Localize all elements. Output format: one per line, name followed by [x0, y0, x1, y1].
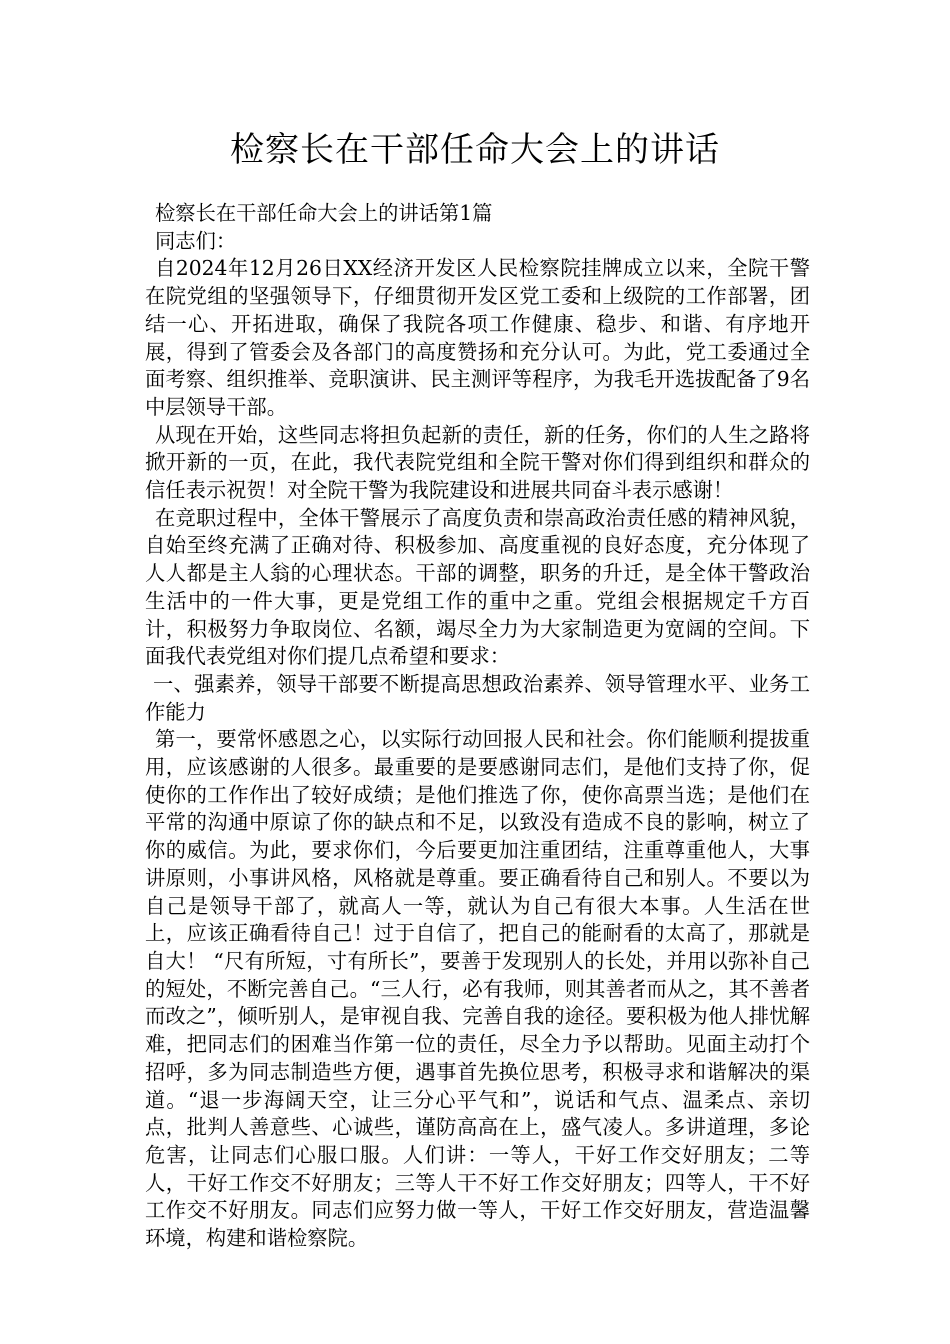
- paragraph: 第一，要常怀感恩之心，以实际行动回报人民和社会。你们能顺利提拔重用，应该感谢的人很多。最重要的是要感谢同志们，是他们支持了你，促使你的工作作出了较好成绩；是他们推选了你，使你高票当选；是他们在平常的沟通中原谅了你的缺点和不足，以致没有造成不良的影响，树立了你的威信。为此，要求你们，今后要更加注重团结，注重尊重他人，大事讲原则，小事讲风格，风格就是尊重。要正确看待自己和别人。不要以为自己是领导干部了，就高人一等，就认为自己有很大本事。人生活在世上，应该正确看待自己！过于自信了，把自己的能耐看的太高了，那就是自大！ “尺有所短，寸有所长”，要善于发现别人的长处，并用以弥补自己的短处，不断完善自己。“三人行，必有我师，则其善者而从之，其不善者而改之”，倾听别人，是审视自我、完善自我的途径。要积极为他人排忧解难，把同志们的困难当作第一位的责任，尽全力予以帮助。见面主动打个招呼，多为同志制造些方便，遇事首先换位思考，积极寻求和谐解决的渠道。“退一步海阔天空，让三分心平气和”，说话和气点、温柔点、亲切点，批判人善意些、心诚些，谨防高高在上，盛气凌人。多讲道理，多论危害，让同志们心服口服。人们讲：一等人，干好工作交好朋友；二等人，干好工作交不好朋友；三等人干不好工作交好朋友；四等人，干不好工作交不好朋友。同志们应努力做一等人，干好工作交好朋友，营造温馨环境，构建和谐检察院。: [145, 727, 810, 1251]
- paragraph: 在竞职过程中，全体干警展示了高度负责和崇高政治责任感的精神风貌，自始至终充满了正确对待、积极参加、高度重视的良好态度，充分体现了人人都是主人翁的心理状态。干部的调整，职务的升迁，是全体干警政治生活中的一件大事，更是党组工作的重中之重。党组会根据规定千方百计，积极努力争取岗位、名额，竭尽全力为大家制造更为宽阔的空间。下面我代表党组对你们提几点希望和要求：: [145, 505, 810, 669]
- section-heading: 一、强素养，领导干部要不断提高思想政治素养、领导管理水平、业务工作能力: [145, 671, 810, 724]
- salutation: 同志们：: [155, 228, 237, 253]
- paragraph: 自2024年12月26日XX经济开发区人民检察院挂牌成立以来，全院干警在院党组的坚强领导下，仔细贯彻开发区党工委和上级院的工作部署，团结一心、开拓进取，确保了我院各项工作健康、稳步、和谐、有序地开展，得到了管委会及各部门的高度赞扬和充分认可。为此，党工委通过全面考察、组织推举、竞职演讲、民主测评等程序，为我毛开选拔配备了9名中层领导干部。: [145, 256, 810, 419]
- paragraph: 从现在开始，这些同志将担负起新的责任，新的任务，你们的人生之路将掀开新的一页，在此，我代表院党组和全院干警对你们得到组织和群众的信任表示祝贺！对全院干警为我院建设和进展共同奋斗表示感谢！: [145, 422, 810, 503]
- document-title: 检察长在干部任命大会上的讲话: [230, 130, 720, 170]
- document-subtitle: 检察长在干部任命大会上的讲话第1篇: [155, 201, 493, 225]
- document-body: [145, 200, 810, 1253]
